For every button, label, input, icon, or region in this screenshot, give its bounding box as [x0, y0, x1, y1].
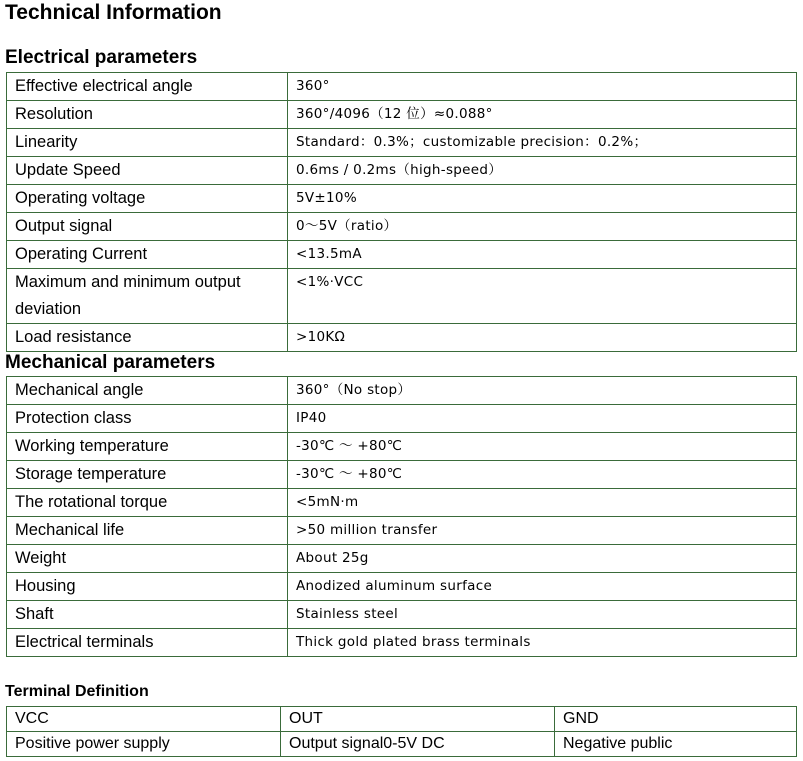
table-row	[7, 629, 797, 657]
page-title: Technical Information	[5, 1, 222, 24]
param-label: Effective electrical angle	[7, 73, 288, 101]
param-value: Thick gold plated brass terminals	[288, 629, 797, 657]
terminal-description-cell: Positive power supply	[7, 732, 281, 757]
table-row	[7, 185, 797, 213]
param-label: Mechanical angle	[7, 377, 288, 405]
terminal-definition-table	[6, 706, 797, 757]
param-label: Load resistance	[7, 324, 288, 352]
electrical-section-title: Electrical parameters	[5, 47, 198, 68]
param-value: Anodized aluminum surface	[288, 573, 797, 601]
terminal-description-cell: Negative public	[555, 732, 797, 757]
table-row	[7, 324, 797, 352]
param-label: Update Speed	[7, 157, 288, 185]
param-label: Resolution	[7, 101, 288, 129]
param-value: About 25g	[288, 545, 797, 573]
mechanical-parameters-table	[6, 376, 797, 657]
param-value: Stainless steel	[288, 601, 797, 629]
table-row	[7, 573, 797, 601]
table-row	[7, 707, 797, 732]
param-value: >10KΩ	[288, 324, 797, 352]
param-value: 360°/4096（12 位）≈0.088°	[288, 101, 797, 129]
param-value: -30℃ ～ +80℃	[288, 433, 797, 461]
table-row	[7, 405, 797, 433]
param-label: Protection class	[7, 405, 288, 433]
terminal-header-cell: GND	[555, 707, 797, 732]
terminal-section-title: Terminal Definition	[5, 683, 149, 700]
param-value: -30℃ ～ +80℃	[288, 461, 797, 489]
param-label: Linearity	[7, 129, 288, 157]
param-value: 5V±10%	[288, 185, 797, 213]
param-value: 0～5V（ratio）	[288, 213, 797, 241]
param-label: Mechanical life	[7, 517, 288, 545]
table-row	[7, 489, 797, 517]
table-row	[7, 73, 797, 101]
param-label: Operating voltage	[7, 185, 288, 213]
param-label: Operating Current	[7, 241, 288, 269]
param-label: Shaft	[7, 601, 288, 629]
table-row	[7, 461, 797, 489]
param-value: <13.5mA	[288, 241, 797, 269]
terminal-header-cell: OUT	[281, 707, 555, 732]
electrical-parameters-table	[6, 72, 797, 352]
terminal-header-cell: VCC	[7, 707, 281, 732]
param-value: IP40	[288, 405, 797, 433]
table-row	[7, 517, 797, 545]
table-row	[7, 433, 797, 461]
param-value: <5mN·m	[288, 489, 797, 517]
table-row	[7, 377, 797, 405]
param-label: Maximum and minimum output deviation	[7, 269, 288, 324]
terminal-description-cell: Output signal0-5V DC	[281, 732, 555, 757]
table-row	[7, 269, 797, 324]
param-value: >50 million transfer	[288, 517, 797, 545]
param-label: Weight	[7, 545, 288, 573]
param-value: Standard：0.3%；customizable precision：0.2%；	[288, 129, 797, 157]
param-value: 360°（No stop）	[288, 377, 797, 405]
param-value: 0.6ms / 0.2ms（high-speed）	[288, 157, 797, 185]
param-label: Storage temperature	[7, 461, 288, 489]
table-row	[7, 101, 797, 129]
table-row	[7, 241, 797, 269]
param-value: 360°	[288, 73, 797, 101]
table-row	[7, 129, 797, 157]
param-label: Output signal	[7, 213, 288, 241]
param-label: Housing	[7, 573, 288, 601]
param-label: The rotational torque	[7, 489, 288, 517]
table-row	[7, 545, 797, 573]
mechanical-section-title: Mechanical parameters	[5, 352, 216, 373]
table-row	[7, 213, 797, 241]
param-value: <1%·VCC	[288, 269, 797, 324]
param-label: Working temperature	[7, 433, 288, 461]
table-row	[7, 732, 797, 757]
param-label: Electrical terminals	[7, 629, 288, 657]
table-row	[7, 157, 797, 185]
table-row	[7, 601, 797, 629]
